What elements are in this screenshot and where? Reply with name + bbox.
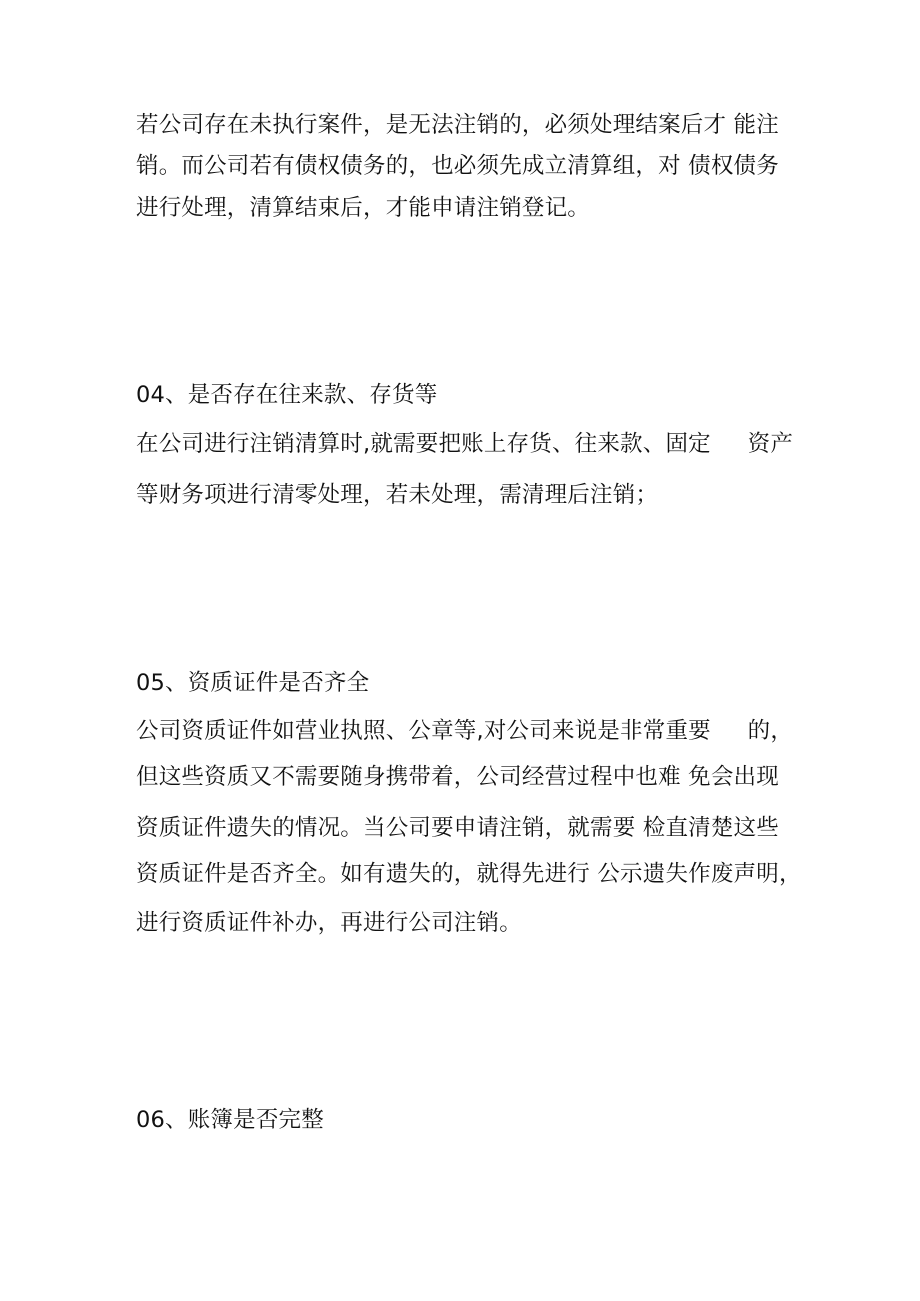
section-05-paragraph-line-5: 进行资质证件补办，再进行公司注销。	[136, 910, 522, 936]
section-05-paragraph-line-1: 公司资质证件如营业执照、公章等,对公司来说是非常重要 的，	[136, 718, 794, 744]
section-05-paragraph-line-2: 但这些资质又不需要随身携带着，公司经营过程中也难 免会出现	[136, 764, 779, 790]
section-05-heading: 05、资质证件是否齐全	[136, 670, 370, 696]
intro-paragraph-line-3: 进行处理，清算结束后，才能申请注销登记。	[136, 195, 591, 221]
section-04-heading: 04、是否存在往来款、存货等	[136, 382, 438, 408]
intro-paragraph-line-2: 销。而公司若有债权债务的，也必须先成立清算组，对 债权债务	[136, 153, 779, 179]
section-05-paragraph-line-4: 资质证件是否齐全。如有遗失的，就得先进行 公示遗失作废声明，	[136, 861, 802, 887]
section-05-paragraph-line-3: 资质证件遗失的情况。当公司要申请注销，就需要 检直清楚这些	[136, 815, 779, 841]
section-04-paragraph-line-1: 在公司进行注销清算时,就需要把账上存货、往来款、固定 资产	[136, 431, 794, 457]
intro-paragraph-line-1: 若公司存在未执行案件，是无法注销的，必须处理结案后才 能注	[136, 112, 779, 138]
section-06-heading: 06、账簿是否完整	[136, 1107, 324, 1133]
section-04-paragraph-line-2: 等财务项进行清零处理，若未处理，需清理后注销；	[136, 482, 659, 508]
